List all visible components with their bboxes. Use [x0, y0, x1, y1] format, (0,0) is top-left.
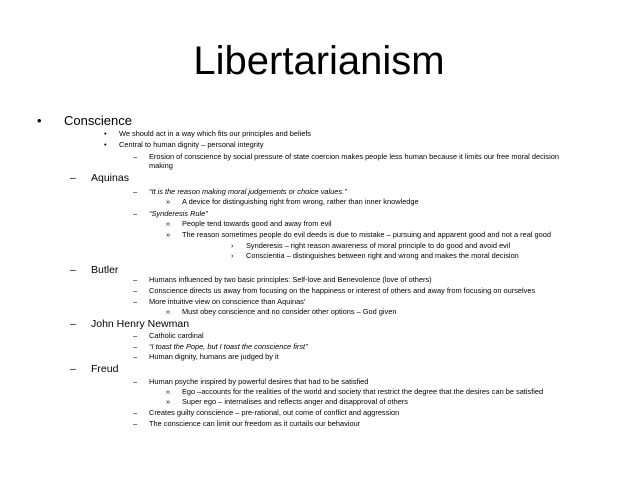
raquo-marker: »: [166, 219, 171, 228]
conscience-label: Conscience: [64, 113, 132, 128]
dash-marker: –: [70, 172, 76, 184]
raquo-marker: »: [166, 197, 171, 206]
raquo-marker: »: [166, 307, 171, 316]
dash-marker: –: [133, 419, 138, 428]
dash-marker: –: [133, 352, 138, 361]
aquinas-label: Aquinas: [91, 172, 129, 184]
raquo-marker: »: [166, 387, 171, 396]
slide-title: Libertarianism: [193, 39, 445, 83]
dash-marker: –: [133, 209, 138, 218]
newman-label: John Henry Newman: [91, 318, 190, 330]
dash-marker: –: [133, 297, 138, 306]
slide: Libertarianism • Conscience • We should act in a way which fits our principles and beliefs • Central to human dignity – personal integrity – Erosion of conscience by social pressure of state coercion makes people less human because it limits our free moral decision making – Aquinas – “It is the reason making moral judgements or choice values.” » A device for distinguishing right from wrong, rather than inner knowledge – “Synderesis Rule” » People tend towards good and away from evil » The reason sometimes people do evil deeds is due to mistake – pursuing and apparent good and not a real good › Synderesis – right reason awareness of moral principle to do good and avoid evil › Conscientia – distinguishes between right and wrong and makes the moral decision – Butler – Humans influenced by two basic principles: Self-love and Benevolence (love of others) – Conscience directs us away from focusing on the happiness or interest of others and away from focusing on ourselves – More intuitive view on conscience than Aquinas’ » Must obey conscience and no consider other options – God given – John Henry Newman – Catholic cardinal – “I toast the Pope, but I toast the conscience first” – Human dignity, humans are judged by it – Freud – Human psyche inspired by powerful desires that had to be satisfied » Ego –accounts for the realities of the world and society that restrict the degree that the desires can be satisfied » Super ego – internalises and reflects anger and disapproval of others – Creates guilty conscience – pre-rational, out come of conflict and aggression – The conscience can limit our freedom as it curtails our behaviour: [0, 0, 638, 479]
dash-marker: –: [133, 377, 138, 386]
dash-marker: –: [133, 187, 138, 196]
dash-marker: –: [70, 264, 76, 276]
dash-marker: –: [133, 342, 138, 351]
raquo-marker: »: [166, 397, 171, 406]
raquo-marker: »: [166, 230, 171, 239]
dash-marker: –: [70, 363, 76, 375]
dash-marker: –: [133, 331, 138, 340]
dash-marker: –: [133, 408, 138, 417]
dash-marker: –: [133, 286, 138, 295]
dash-marker: –: [70, 318, 76, 330]
bullet-marker: •: [37, 113, 42, 128]
bullet-marker: •: [104, 140, 107, 149]
bullet-marker: •: [104, 129, 107, 138]
dash-marker: –: [133, 152, 138, 161]
butler-label: Butler: [91, 264, 119, 276]
freud-label: Freud: [91, 363, 119, 375]
dash-marker: –: [133, 275, 138, 284]
angle-marker: ›: [231, 241, 234, 250]
angle-marker: ›: [231, 251, 234, 260]
